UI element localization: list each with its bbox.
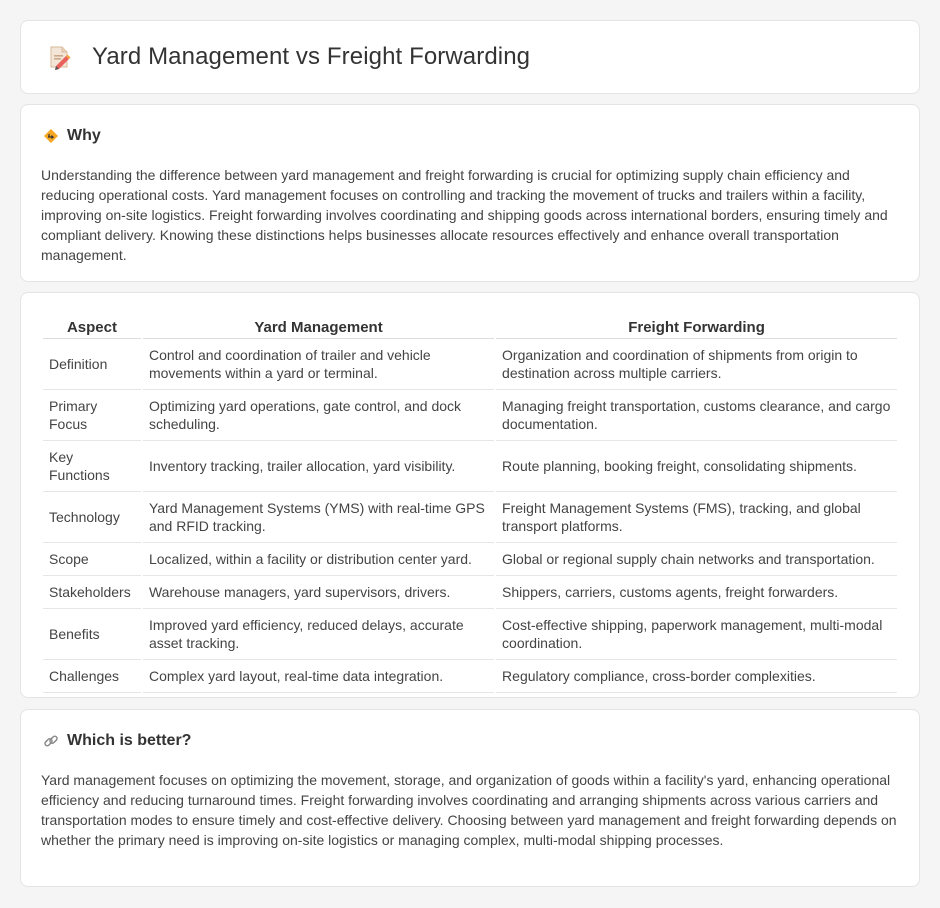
table-row: [43, 576, 897, 609]
title-card: [20, 20, 920, 94]
aspect-cell: Scope: [43, 543, 141, 576]
freight-cell: Global or regional supply chain networks and transportation.: [496, 543, 897, 576]
table-row: [43, 390, 897, 441]
yard-cell: Warehouse managers, yard supervisors, drivers.: [143, 576, 494, 609]
freight-cell: Freight Management Systems (FMS), tracking, and global transport platforms.: [496, 492, 897, 543]
why-heading-row: [43, 127, 101, 145]
why-body: Understanding the difference between yard management and freight forwarding is crucial for optimizing supply chain efficiency and reducing operational costs. Yard management focuses on controlling and tracking the movement of trucks and trailers within a facility, improving on-site logistics. Freight forwarding involves coordinating and shipping goods across international borders, ensuring timely and compliant delivery. Knowing these distinctions helps businesses allocate resources effectively and enhance overall transportation management.: [41, 167, 888, 263]
table-row: [43, 609, 897, 660]
yard-cell: Improved yard efficiency, reduced delays, accurate asset tracking.: [143, 609, 494, 660]
better-heading: Which is better?: [67, 732, 192, 749]
yard-cell: Complex yard layout, real-time data integration.: [143, 660, 494, 693]
aspect-cell: Key Functions: [43, 441, 141, 492]
comparison-table: [41, 315, 899, 693]
aspect-cell: Challenges: [43, 660, 141, 693]
which-is-better-card: [20, 709, 920, 887]
header-aspect: Aspect: [43, 315, 141, 339]
table-row: [43, 543, 897, 576]
yard-cell: Inventory tracking, trailer allocation, yard visibility.: [143, 441, 494, 492]
table-row: [43, 492, 897, 543]
yard-cell: Control and coordination of trailer and vehicle movements within a yard or terminal.: [143, 339, 494, 390]
freight-cell: Organization and coordination of shipments from origin to destination across multiple carriers.: [496, 339, 897, 390]
freight-cell: Cost-effective shipping, paperwork management, multi-modal coordination.: [496, 609, 897, 660]
yard-cell: Optimizing yard operations, gate control, and dock scheduling.: [143, 390, 494, 441]
comparison-card: [20, 292, 920, 698]
aspect-cell: Definition: [43, 339, 141, 390]
aspect-cell: Benefits: [43, 609, 141, 660]
road-sign-icon: [43, 128, 59, 144]
table-header-row: [43, 315, 897, 339]
yard-cell: Localized, within a facility or distribution center yard.: [143, 543, 494, 576]
why-card: [20, 104, 920, 282]
table-row: [43, 441, 897, 492]
aspect-cell: Stakeholders: [43, 576, 141, 609]
header-yard-management: Yard Management: [143, 315, 494, 339]
table-row: [43, 339, 897, 390]
better-heading-row: [43, 732, 191, 750]
freight-cell: Managing freight transportation, customs clearance, and cargo documentation.: [496, 390, 897, 441]
freight-cell: Shippers, carriers, customs agents, freight forwarders.: [496, 576, 897, 609]
yard-cell: Yard Management Systems (YMS) with real-time GPS and RFID tracking.: [143, 492, 494, 543]
aspect-cell: Primary Focus: [43, 390, 141, 441]
document-pencil-icon: [46, 44, 72, 70]
freight-cell: Route planning, booking freight, consolidating shipments.: [496, 441, 897, 492]
better-body: Yard management focuses on optimizing the movement, storage, and organization of goods within a facility's yard, enhancing operational efficiency and reducing turnaround times. Freight forwarding involves coordinating and arranging shipments across various carriers and transportation modes to ensure timely and cost-effective delivery. Choosing between yard management and freight forwarding depends on whether the primary need is improving on-site logistics or managing complex, multi-modal shipping processes.: [41, 772, 897, 848]
why-heading: Why: [67, 127, 101, 144]
aspect-cell: Technology: [43, 492, 141, 543]
freight-cell: Regulatory compliance, cross-border complexities.: [496, 660, 897, 693]
link-icon: [43, 733, 59, 749]
page-title: Yard Management vs Freight Forwarding: [92, 43, 531, 70]
table-row: [43, 660, 897, 693]
title-row: [46, 43, 530, 71]
header-freight-forwarding: Freight Forwarding: [496, 315, 897, 339]
